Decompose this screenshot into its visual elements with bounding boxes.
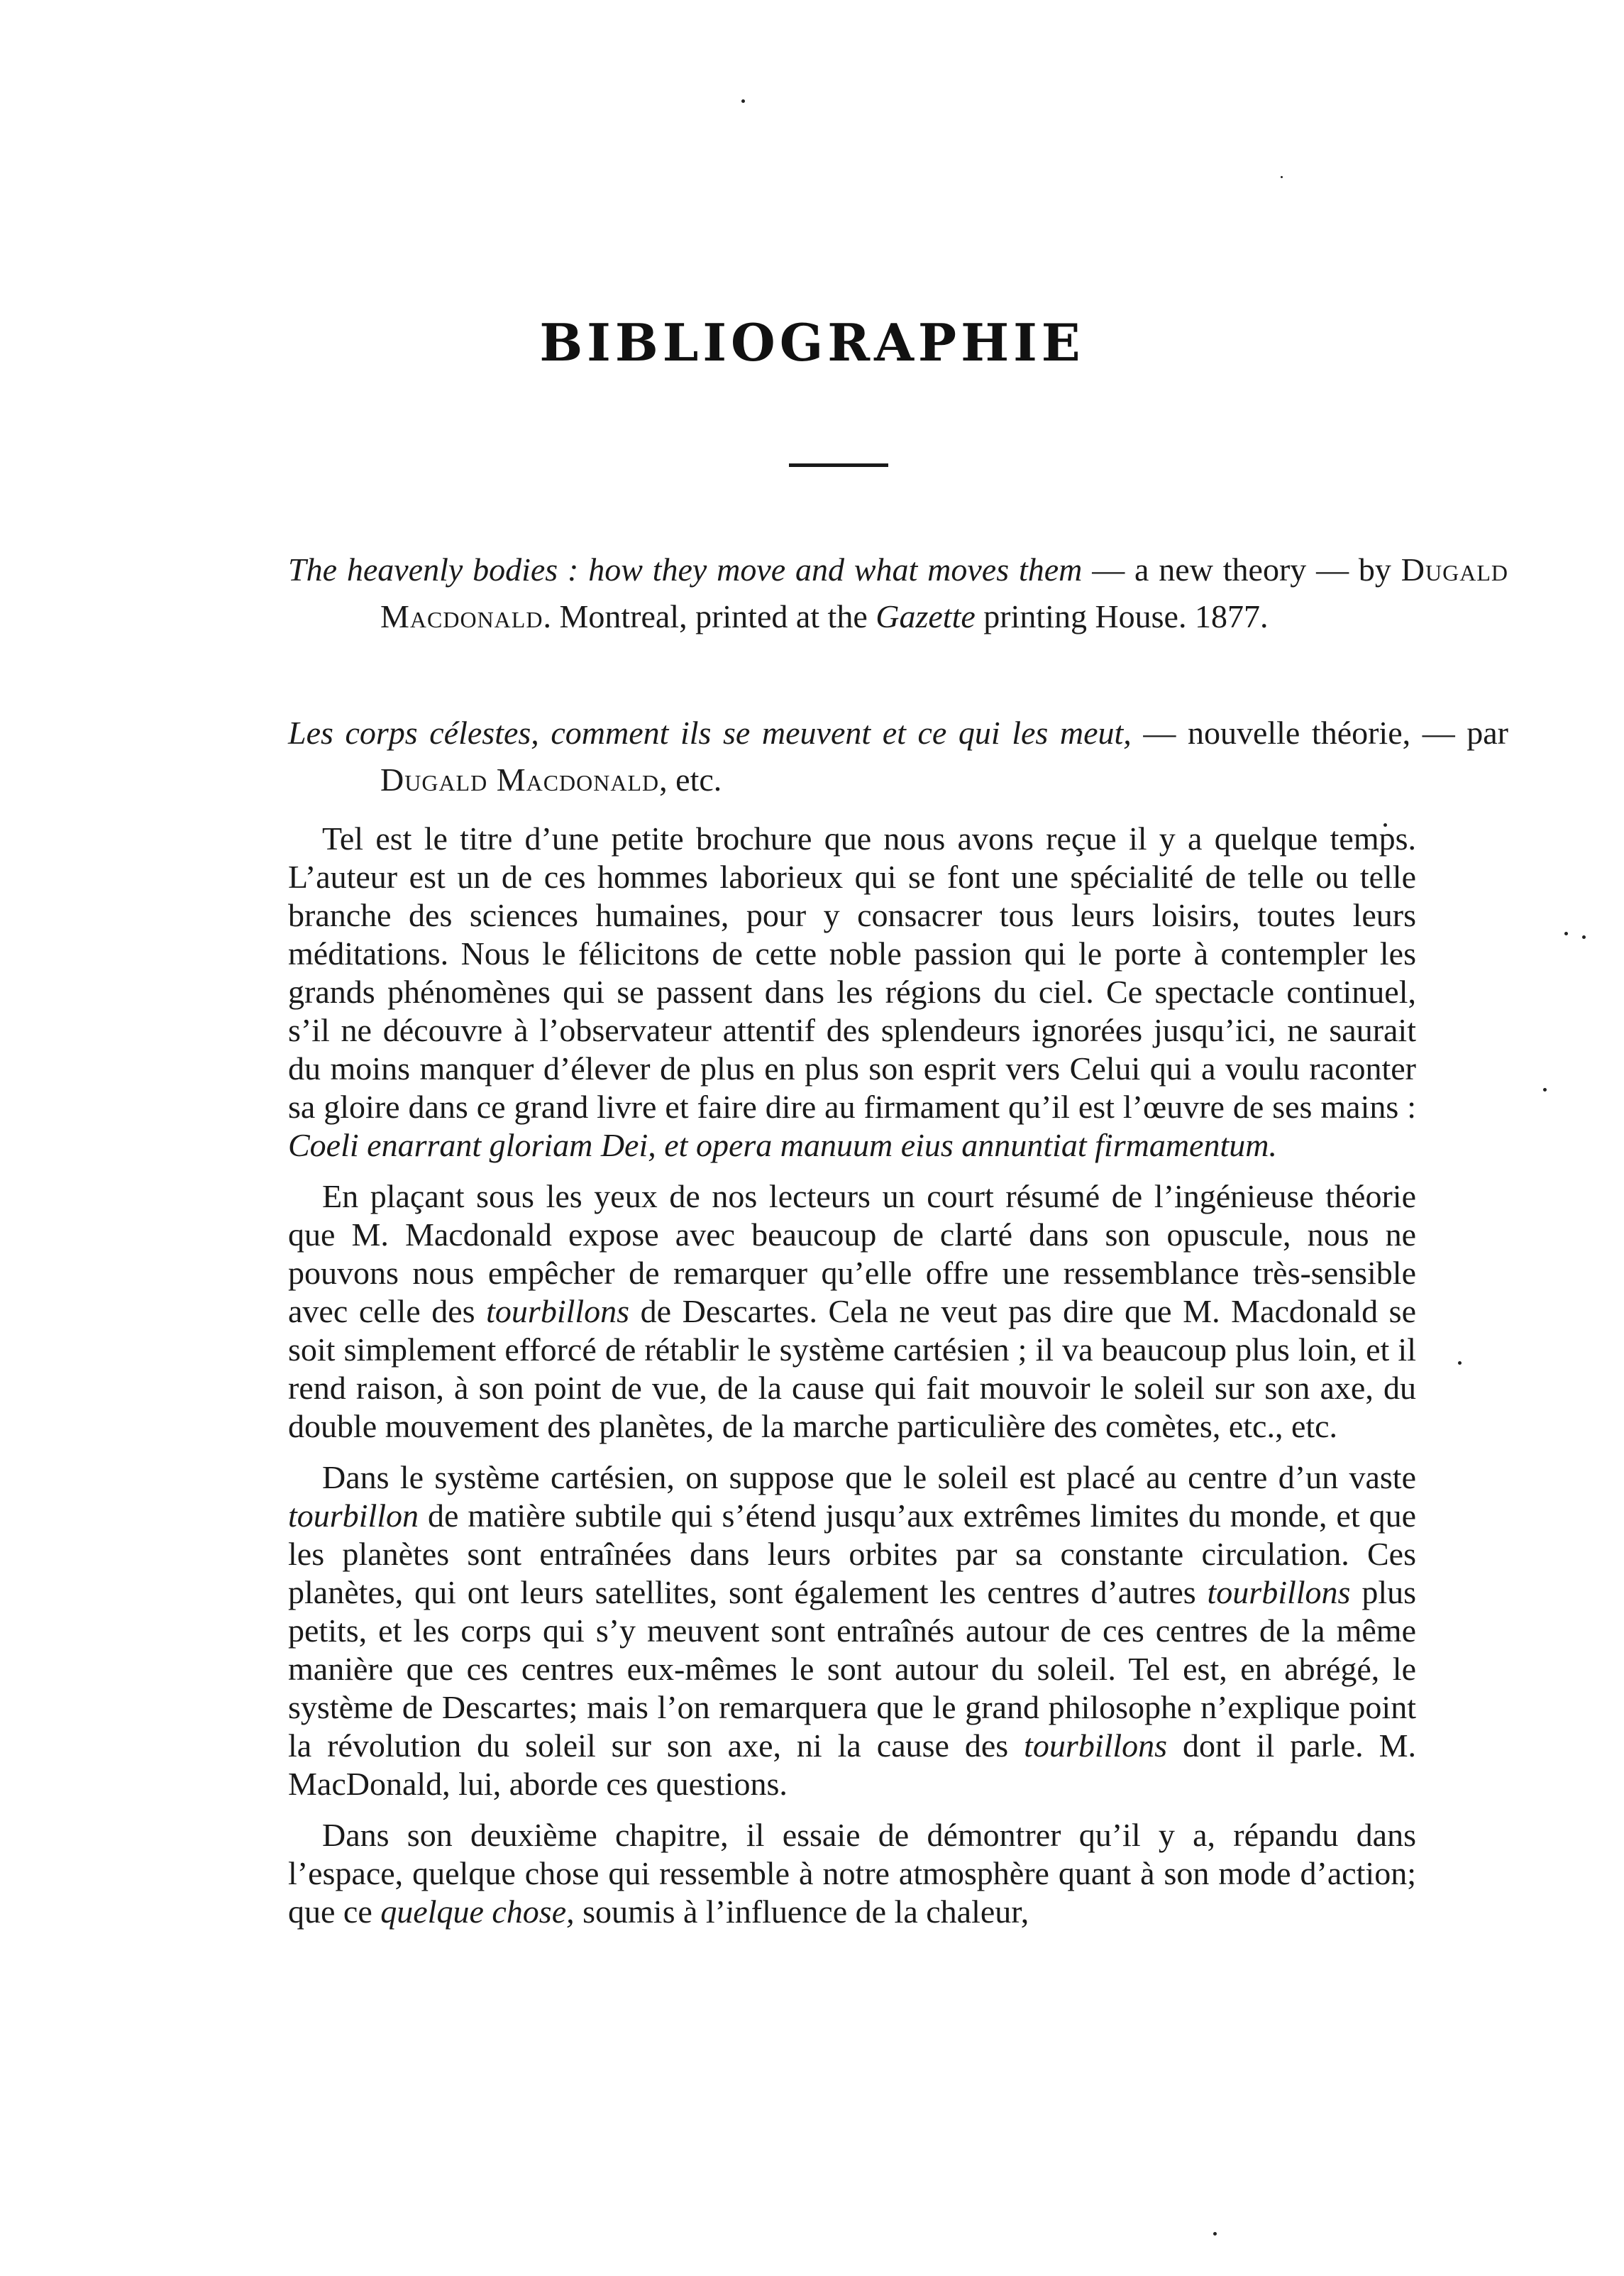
entry-text: — a new theory — by [1082,551,1401,588]
print-speck [1458,1361,1462,1365]
paragraph: En plaçant sous les yeux de nos lecteurs un court résumé de l’ingénieuse théorie que M. Macdonald expose avec beaucoup de clarté dans son opuscule, nous ne pouvons nous empêcher de remarquer qu’elle offre une ressemblance très-sensible avec celle des tourbillons de Descartes. Cela ne veut pas dire que M. Macdonald se soit simplement efforcé de rétablir le système cartésien ; il va beaucoup plus loin, et il rend raison, à son point de vue, de la cause qui fait mouvoir le soleil sur son axe, du double mouvement des planètes, de la marche particulière des comètes, etc., etc. [288,1178,1416,1444]
print-speck [1281,176,1283,178]
print-speck [1564,932,1568,935]
page-title: BIBLIOGRAPHIE [539,312,1085,373]
book-title: The heavenly bodies : how they move and what moves them [288,551,1083,588]
author-name: Dugald Macdonald [380,551,1508,634]
latin-quotation: Coeli enarrant gloriam Dei, et opera manuum eius annuntiat firmamentum. [288,1127,1277,1163]
entry-text: — nouvelle théorie, — par [1131,715,1508,751]
print-speck [1543,1088,1547,1092]
author-name: Dugald Macdonald [380,762,660,798]
book-title: Les corps célestes, comment ils se meuvent et ce qui les meut, [288,715,1132,751]
print-speck [741,99,745,103]
paragraph: Dans son deuxième chapitre, il essaie de démontrer qu’il y a, répandu dans l’espace, quelque chose qui ressemble à notre atmosphère quant à son mode d’action; que ce quelque chose, soumis à l’influence de la chaleur, [288,1817,1416,1930]
paragraph: Dans le système cartésien, on suppose que le soleil est placé au centre d’un vaste tourbillon de matière subtile qui s’étend jusqu’aux extrêmes limites du monde, et que les planètes sont entraînées dans leurs orbites par sa constante circulation. Ces planètes, qui ont leurs satellites, sont également les centres d’autres tourbillons plus petits, et les corps qui s’y meuvent sont entraînés autour de ces centres de la même manière que ces centres eux-mêmes le sont autour du soleil. Tel est, en abrégé, le système de Descartes; mais l’on remarquera que le grand philosophe n’explique point la révolution du soleil sur son axe, ni la cause des tourbillons dont il parle. M. MacDonald, lui, aborde ces questions. [288,1459,1417,1802]
bibliographic-entry-french [288,710,1508,803]
bibliographic-entry-english [288,546,1508,640]
entry-text: , etc. [659,762,722,798]
print-speck [1582,935,1586,939]
entry-text: printing House. 1877. [975,598,1269,634]
title-divider [789,463,888,467]
entry-text: . Montreal, printed at the [543,598,876,634]
paragraph: Tel est le titre d’une petite brochure que nous avons reçue il y a quelque temps. L’auteur est un de ces hommes laborieux qui se font une spécialité de telle ou telle branche des sciences humaines, pour y consacrer tous leurs loisirs, toutes leurs méditations. Nous le félicitons de cette noble passion qui le porte à contempler les grands phénomènes qui se passent dans les régions du ciel. Ce spectacle continuel, s’il ne découvre à l’observateur attentif des splendeurs ignorées jusqu’ici, ne saurait du moins manquer d’élever de plus en plus son esprit vers Celui qui a voulu raconter sa gloire dans ce grand livre et faire dire au firmament qu’il est l’œuvre de ses mains : Coeli enarrant gloriam Dei, et opera manuum eius annuntiat firmamentum. [288,820,1416,1163]
publisher-name: Gazette [875,598,976,634]
article-body [288,820,1416,1944]
print-speck [1213,2232,1217,2236]
